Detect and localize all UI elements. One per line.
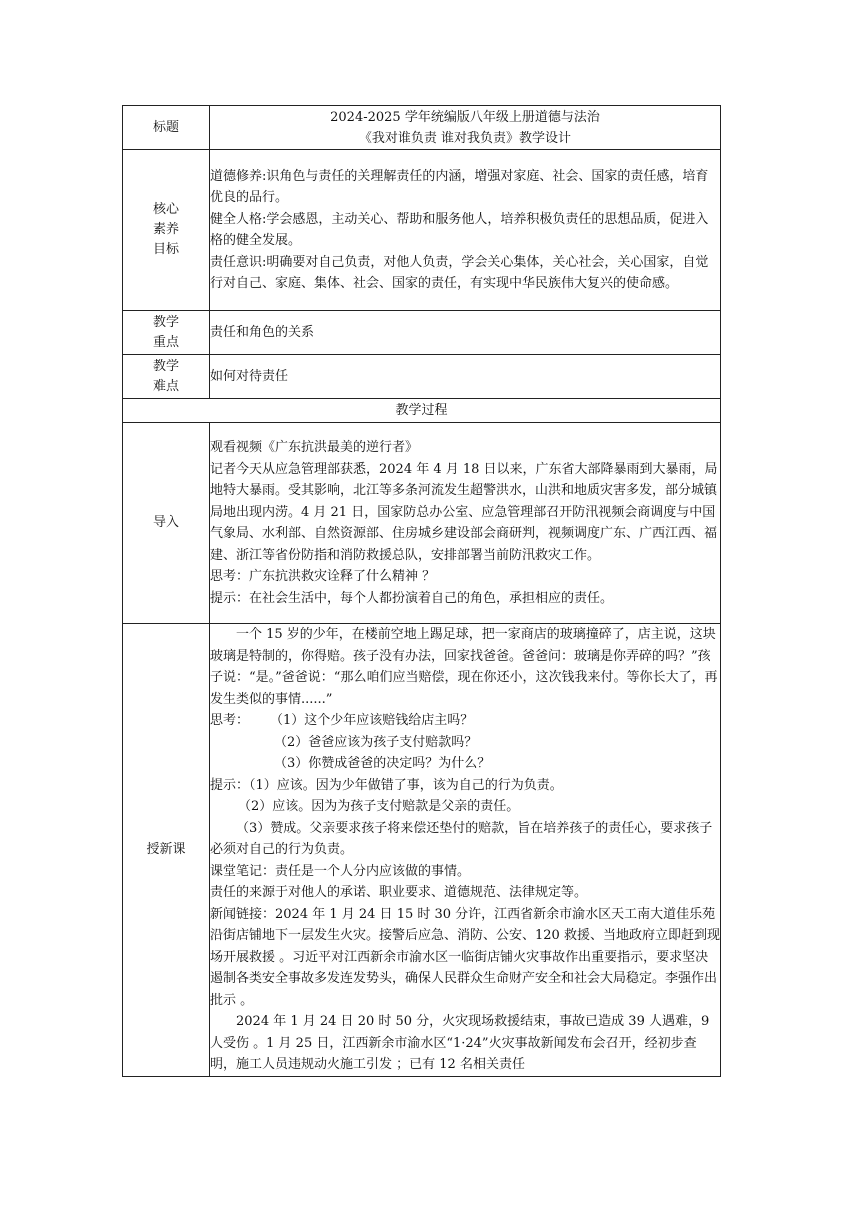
- literacy-row: [123, 150, 721, 311]
- hint-item: （1）应该。因为少年做错了事，该为自己的行为负责。: [249, 777, 563, 793]
- intro-content: [210, 423, 721, 624]
- news-link: 新闻链接：2024 年 1 月 24 日 15 时 30 分许，江西省新余市渝水区天工南大道佳乐苑沿街店铺地下一层发生火灾。接警后应急、消防、公安、120 救援、当地政府立即赶到现场开展救援 。习近平对江西新余市渝水区一临街店铺火灾事故作出重要指示，要求坚决遏制各类安全事故多发连发势头，确保人民群众生命财产安全和社会大局稳定。李强作出批示 。: [210, 906, 720, 1008]
- difficulty-label: [123, 355, 210, 399]
- intro-paragraph: 记者今天从应急管理部获悉，2024 年 4 月 18 日以来，广东省大部降暴雨到大暴雨，局地特大暴雨。受其影响，北江等多条河流发生超警洪水，山洪和地质灾害多发，部分城镇局地出现内涝。4 月 21 日，国家防总办公室、应急管理部召开防汛视频会商调度与中国气象局、水利部、自然资源部、住房城乡建设部会商研判，视频调度广东、广西江西、福建、浙江等省份防指和消防救援总队，安排部署当前防汛救灾工作。: [210, 461, 718, 563]
- difficulty-label-line: 教学: [152, 358, 179, 374]
- literacy-paragraph: 健全人格:学会感恩，主动关心、帮助和服务他人，培养积极负责任的思想品质，促进入格的健全发展。: [210, 211, 709, 248]
- literacy-paragraph: 责任意识:明确要对自己负责，对他人负责，学会关心集体，关心社会，关心国家，自觉行对自己、家庭、集体、社会、国家的责任，有实现中华民族伟大复兴的使命感。: [210, 254, 709, 291]
- title-label: 标题: [123, 106, 210, 150]
- intro-paragraph: 观看视频《广东抗洪最美的逆行者》: [210, 440, 419, 455]
- intro-paragraph: 思考：广东抗洪救灾诠释了什么精神 ？: [210, 569, 436, 584]
- hint-line: [210, 775, 720, 797]
- think-label: 思考：: [210, 713, 250, 728]
- hint-item: （2）应该。因为为孩子支付赔款是父亲的责任。: [238, 799, 520, 814]
- literacy-label-line: 核心: [152, 202, 179, 217]
- hint-item: （3）赞成。父亲要求孩子将来偿还垫付的赔款，旨在培养孩子的责任心，要求孩子必须对自己的行为负责。: [210, 820, 713, 857]
- difficulty-row: [123, 355, 721, 399]
- difficulty-label-line: 难点: [152, 378, 179, 394]
- literacy-paragraph: 道德修养:识角色与责任的关理解责任的内涵，增强对家庭、社会、国家的责任感，培育优良的品行。: [210, 168, 709, 205]
- new-lesson-label: 授新课: [123, 624, 210, 1077]
- intro-label: 导入: [123, 423, 210, 624]
- think-item: （3）你赞成爸爸的决定吗？为什么？: [274, 756, 491, 771]
- title-line-1: 2024-2025 学年统编版八年级上册道德与法治: [330, 109, 600, 125]
- literacy-label-line: 素养: [152, 222, 179, 237]
- literacy-label: [123, 150, 210, 311]
- think-line: [210, 710, 720, 732]
- think-item: （2）爸爸应该为孩子支付赔款吗？: [274, 734, 478, 750]
- news-followup: 2024 年 1 月 24 日 20 时 50 分，火灾现场救援结束，事故已造成 39 人遇难，9 人受伤 。1 月 25 日，江西新余市渝水区“1·24”火灾事故新闻发布会召开，经初步查明，施工人员违规动火施工引发 ；已有 12 名相关责任: [210, 1014, 710, 1072]
- key-point-label-line: 重点: [152, 334, 179, 350]
- responsibility-source: 责任的来源于对他人的承诺、职业要求、道德规范、法律规定等。: [210, 885, 588, 900]
- story-paragraph: 一个 15 岁的少年，在楼前空地上踢足球，把一家商店的玻璃撞碎了，店主说，这块玻璃是特制的，你得赔。孩子没有办法，回家找爸爸。爸爸问：玻璃是你弄碎的吗？”孩子说：“是。”爸爸说：“那么咱们应当赔偿，现在你还小，这次钱我来付。等你长大了，再发生类似的事情......”: [210, 627, 718, 707]
- intro-row: [123, 423, 721, 624]
- literacy-content: [210, 150, 721, 311]
- process-header: 教学过程: [123, 399, 721, 423]
- key-point-label: [123, 311, 210, 355]
- new-lesson-row: [123, 624, 721, 1077]
- class-note: 课堂笔记：责任是一个人分内应该做的事情。: [210, 863, 471, 879]
- title-row: [123, 106, 721, 150]
- title-cell: [210, 106, 721, 150]
- intro-paragraph: 提示：在社会生活中，每个人都扮演着自己的角色，承担相应的责任。: [210, 590, 614, 606]
- process-header-row: [123, 399, 721, 423]
- new-lesson-content: [210, 624, 721, 1077]
- think-item: （1）这个少年应该赔钱给店主吗？: [270, 713, 474, 728]
- literacy-label-line: 目标: [152, 242, 179, 257]
- key-point-label-line: 教学: [152, 314, 179, 330]
- key-point-row: [123, 311, 721, 355]
- difficulty-content: 如何对待责任: [210, 355, 721, 399]
- key-point-content: 责任和角色的关系: [210, 311, 721, 355]
- hint-label: 提示：: [210, 777, 250, 793]
- lesson-plan-table: [122, 105, 721, 1077]
- title-line-2: 《我对谁负责 谁对我负责》教学设计: [358, 130, 572, 146]
